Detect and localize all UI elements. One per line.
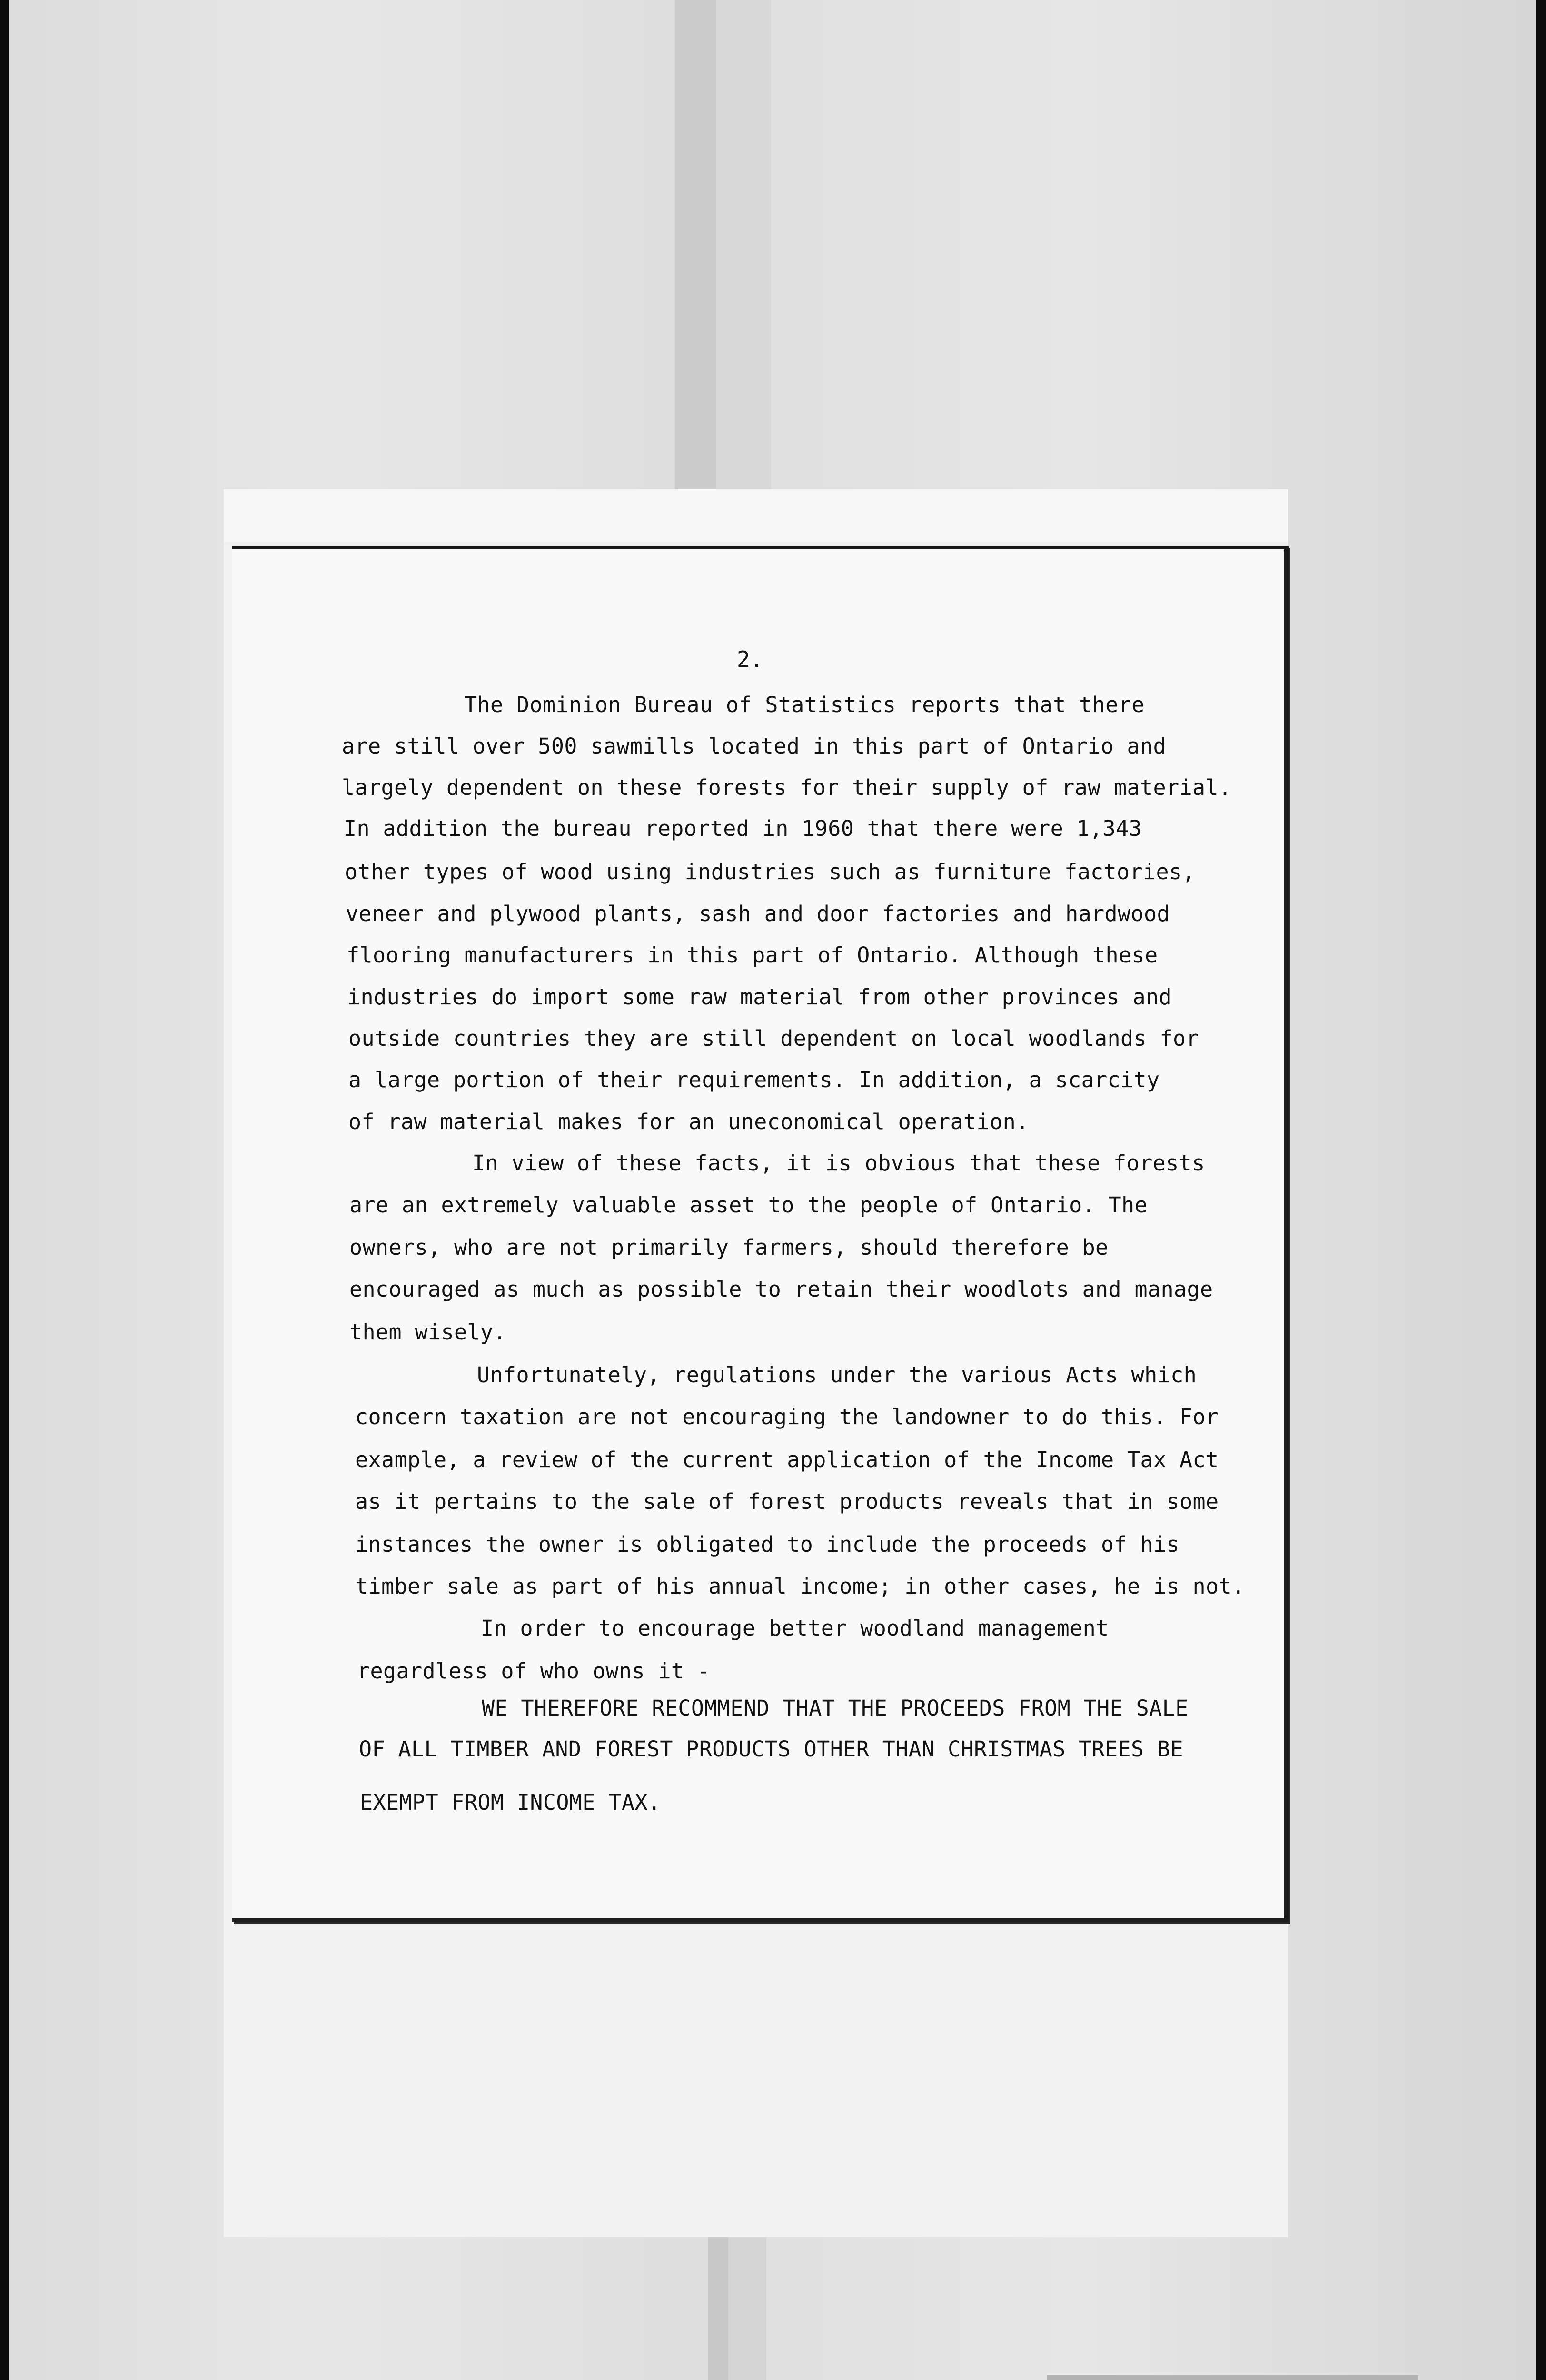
text-line: owners, who are not primarily farmers, should therefore be bbox=[349, 1235, 1109, 1260]
text-line: flooring manufacturers in this part of Ontario. Although these bbox=[347, 942, 1158, 968]
text-line: industries do import some raw material from other provinces and bbox=[347, 984, 1172, 1010]
mounting-strip bbox=[728, 2228, 766, 2380]
text-line: of raw material makes for an uneconomical operation. bbox=[348, 1109, 1029, 1134]
mounting-strip bbox=[716, 0, 771, 495]
text-line: a large portion of their requirements. In addition, a scarcity bbox=[348, 1067, 1160, 1092]
recommendation-line: WE THEREFORE RECOMMEND THAT THE PROCEEDS FROM THE SALE bbox=[482, 1696, 1189, 1721]
backing-sheet-top bbox=[224, 489, 1288, 542]
adhesive-tape bbox=[1047, 2375, 1418, 2380]
text-line: In addition the bureau reported in 1960 that there were 1,343 bbox=[344, 816, 1142, 841]
text-line: concern taxation are not encouraging the landowner to do this. For bbox=[355, 1404, 1219, 1429]
recommendation-line: OF ALL TIMBER AND FOREST PRODUCTS OTHER THAN CHRISTMAS TREES BE bbox=[359, 1736, 1184, 1762]
text-line: as it pertains to the sale of forest products reveals that in some bbox=[355, 1489, 1219, 1514]
mounting-strip bbox=[708, 2228, 728, 2380]
text-line: instances the owner is obligated to include the proceeds of his bbox=[355, 1532, 1180, 1557]
text-line: largely dependent on these forests for their supply of raw material. bbox=[342, 775, 1232, 800]
text-line: timber sale as part of his annual income; in other cases, he is not. bbox=[355, 1574, 1245, 1599]
text-line: The Dominion Bureau of Statistics reports that there bbox=[464, 692, 1145, 717]
text-line: example, a review of the current application of the Income Tax Act bbox=[355, 1447, 1219, 1472]
text-line: encouraged as much as possible to retain their woodlots and manage bbox=[349, 1277, 1213, 1302]
text-line: outside countries they are still dependent on local woodlands for bbox=[348, 1026, 1199, 1051]
text-line: other types of wood using industries such as furniture factories, bbox=[345, 859, 1195, 884]
text-line: In view of these facts, it is obvious that these forests bbox=[472, 1150, 1205, 1176]
text-line: are an extremely valuable asset to the people of Ontario. The bbox=[349, 1192, 1148, 1218]
text-line: veneer and plywood plants, sash and door factories and hardwood bbox=[346, 901, 1170, 926]
recommendation-line: EXEMPT FROM INCOME TAX. bbox=[360, 1790, 661, 1815]
text-line: Unfortunately, regulations under the various Acts which bbox=[477, 1362, 1197, 1388]
text-line: In order to encourage better woodland management bbox=[481, 1616, 1109, 1641]
mounting-strip bbox=[675, 0, 716, 495]
text-line: are still over 500 sawmills located in this part of Ontario and bbox=[342, 734, 1167, 759]
text-line: regardless of who owns it - bbox=[357, 1658, 711, 1684]
text-line: them wisely. bbox=[349, 1319, 506, 1345]
page-number: 2. bbox=[737, 646, 763, 672]
